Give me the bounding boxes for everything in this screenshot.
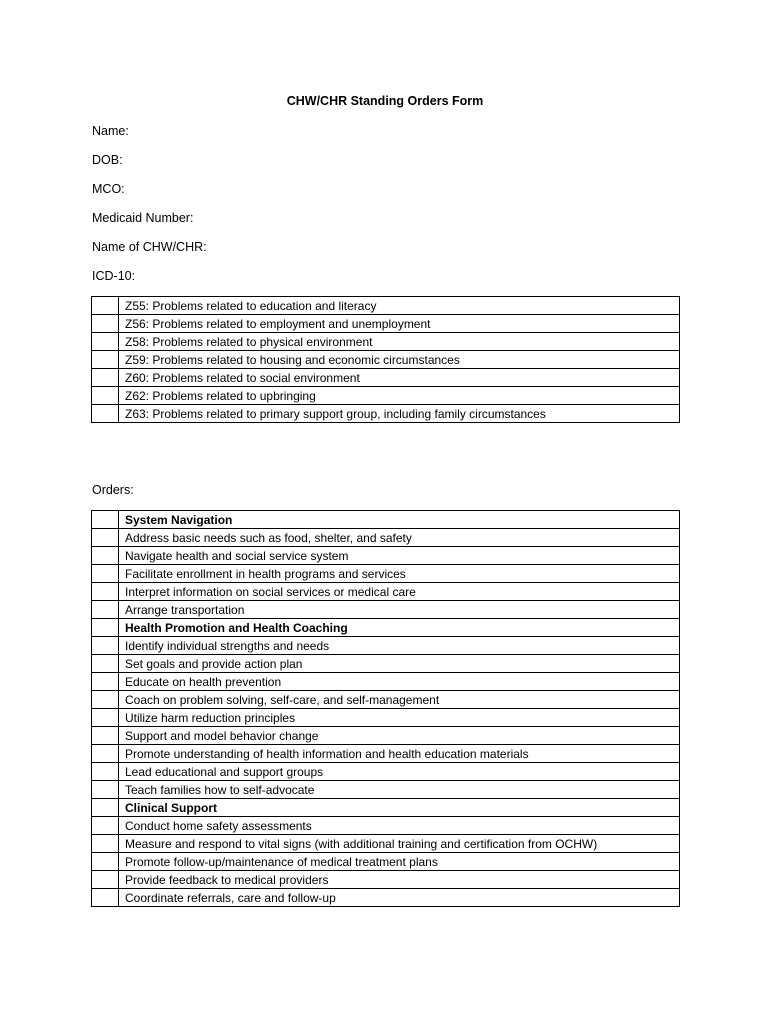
order-item-text: Interpret information on social services or medical care [119, 583, 680, 601]
icd-code-text: Z60: Problems related to social environment [119, 369, 680, 387]
order-section-heading: System Navigation [119, 511, 680, 529]
order-item-text: Promote understanding of health information and health education materials [119, 745, 680, 763]
checkbox-cell[interactable] [92, 835, 119, 853]
checkbox-cell[interactable] [92, 853, 119, 871]
icd-code-text: Z56: Problems related to employment and unemployment [119, 315, 680, 333]
checkbox-cell[interactable] [92, 691, 119, 709]
table-row [92, 387, 680, 405]
table-row [92, 619, 680, 637]
order-item-text: Facilitate enrollment in health programs and services [119, 565, 680, 583]
table-row [92, 529, 680, 547]
checkbox-cell[interactable] [92, 333, 119, 351]
order-item-text: Educate on health prevention [119, 673, 680, 691]
checkbox-cell[interactable] [92, 405, 119, 423]
icd10-table [91, 296, 680, 423]
orders-label: Orders: [92, 483, 134, 497]
checkbox-cell[interactable] [92, 763, 119, 781]
checkbox-cell[interactable] [92, 565, 119, 583]
order-item-text: Navigate health and social service system [119, 547, 680, 565]
table-row [92, 673, 680, 691]
order-item-text: Conduct home safety assessments [119, 817, 680, 835]
icd10-field-label: ICD-10: [92, 269, 136, 283]
icd-code-text: Z62: Problems related to upbringing [119, 387, 680, 405]
checkbox-cell[interactable] [92, 315, 119, 333]
checkbox-cell[interactable] [92, 817, 119, 835]
checkbox-cell[interactable] [92, 351, 119, 369]
order-item-text: Identify individual strengths and needs [119, 637, 680, 655]
order-item-text: Set goals and provide action plan [119, 655, 680, 673]
order-item-text: Lead educational and support groups [119, 763, 680, 781]
page-title: CHW/CHR Standing Orders Form [286, 94, 484, 108]
medicaid-number-field-label: Medicaid Number: [92, 211, 194, 225]
chw-name-field-label: Name of CHW/CHR: [92, 240, 207, 254]
table-row [92, 889, 680, 907]
table-row [92, 781, 680, 799]
table-row [92, 655, 680, 673]
checkbox-cell[interactable] [92, 547, 119, 565]
icd-code-text: Z63: Problems related to primary support group, including family circumstances [119, 405, 680, 423]
checkbox-cell[interactable] [92, 583, 119, 601]
checkbox-cell[interactable] [92, 387, 119, 405]
order-item-text: Provide feedback to medical providers [119, 871, 680, 889]
checkbox-cell[interactable] [92, 637, 119, 655]
table-row [92, 297, 680, 315]
checkbox-cell[interactable] [92, 745, 119, 763]
order-item-text: Support and model behavior change [119, 727, 680, 745]
name-field-label: Name: [92, 124, 129, 138]
dob-field-label: DOB: [92, 153, 123, 167]
checkbox-cell[interactable] [92, 799, 119, 817]
table-row [92, 709, 680, 727]
checkbox-cell[interactable] [92, 297, 119, 315]
table-row [92, 871, 680, 889]
table-row [92, 763, 680, 781]
order-section-heading: Clinical Support [119, 799, 680, 817]
order-item-text: Address basic needs such as food, shelter, and safety [119, 529, 680, 547]
checkbox-cell[interactable] [92, 601, 119, 619]
checkbox-cell[interactable] [92, 673, 119, 691]
icd-code-text: Z55: Problems related to education and literacy [119, 297, 680, 315]
icd-code-text: Z59: Problems related to housing and economic circumstances [119, 351, 680, 369]
order-item-text: Measure and respond to vital signs (with additional training and certification from OCHW) [119, 835, 680, 853]
checkbox-cell[interactable] [92, 889, 119, 907]
checkbox-cell[interactable] [92, 709, 119, 727]
order-item-text: Utilize harm reduction principles [119, 709, 680, 727]
table-row [92, 853, 680, 871]
order-item-text: Promote follow-up/maintenance of medical treatment plans [119, 853, 680, 871]
table-row [92, 727, 680, 745]
table-row [92, 637, 680, 655]
checkbox-cell[interactable] [92, 655, 119, 673]
checkbox-cell[interactable] [92, 727, 119, 745]
order-item-text: Arrange transportation [119, 601, 680, 619]
table-row [92, 817, 680, 835]
table-row [92, 835, 680, 853]
table-row [92, 511, 680, 529]
table-row [92, 565, 680, 583]
checkbox-cell[interactable] [92, 619, 119, 637]
checkbox-cell[interactable] [92, 871, 119, 889]
order-item-text: Coordinate referrals, care and follow-up [119, 889, 680, 907]
table-row [92, 691, 680, 709]
table-row [92, 745, 680, 763]
table-row [92, 333, 680, 351]
checkbox-cell[interactable] [92, 511, 119, 529]
table-row [92, 369, 680, 387]
table-row [92, 799, 680, 817]
table-row [92, 315, 680, 333]
table-row [92, 405, 680, 423]
order-item-text: Coach on problem solving, self-care, and self-management [119, 691, 680, 709]
order-item-text: Teach families how to self-advocate [119, 781, 680, 799]
table-row [92, 351, 680, 369]
icd-code-text: Z58: Problems related to physical environment [119, 333, 680, 351]
orders-table [91, 510, 680, 907]
table-row [92, 601, 680, 619]
checkbox-cell[interactable] [92, 369, 119, 387]
checkbox-cell[interactable] [92, 529, 119, 547]
table-row [92, 583, 680, 601]
table-row [92, 547, 680, 565]
checkbox-cell[interactable] [92, 781, 119, 799]
mco-field-label: MCO: [92, 182, 125, 196]
order-section-heading: Health Promotion and Health Coaching [119, 619, 680, 637]
